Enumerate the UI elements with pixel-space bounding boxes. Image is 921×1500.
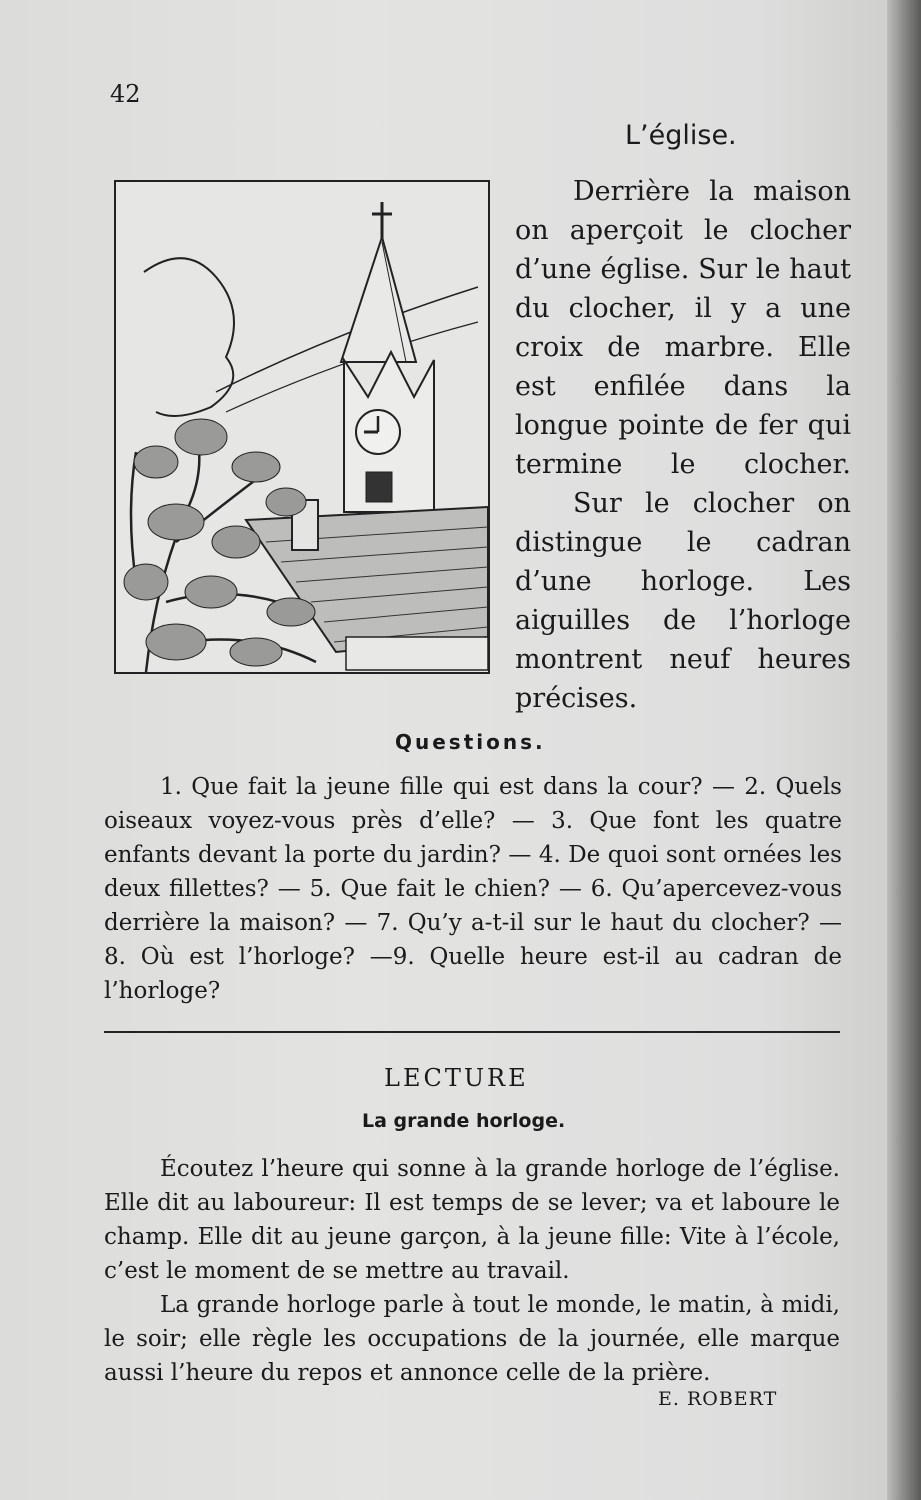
- intro-text: [515, 172, 851, 718]
- cloud: [144, 258, 234, 416]
- intro-paragraph-1: Derrière la maison on aperçoit le clocher d’une église. Sur le haut du clocher, il y a une croix de marbre. Elle est enfilée dans la longue pointe de fer qui termine le clocher.: [515, 176, 851, 480]
- section-divider: [104, 1031, 840, 1033]
- questions-text: 1. Que fait la jeune fille qui est dans la cour? — 2. Quels oiseaux voyez-vous près d’elle? — 3. Que font les quatre enfants devant la porte du jardin? — 4. De quoi sont ornées les deux fillettes? — 5. Que fait le chien? — 6. Qu’apercevez-vous derrière la maison? — 7. Qu’y a-t-il sur le haut du clocher? — 8. Où est l’horloge? —9. Quelle heure est-il au cadran de l’horloge?: [104, 774, 842, 1004]
- wall: [346, 637, 488, 670]
- page-title: L’église.: [625, 120, 737, 151]
- church-illustration: [114, 180, 490, 674]
- intro-paragraph-2: Sur le clocher on distingue le cadran d’une horloge. Les aiguilles de l’horloge montrent neuf heures précises.: [515, 488, 851, 714]
- lecture-heading: LECTURE: [384, 1064, 529, 1092]
- church-drawing: [116, 182, 488, 672]
- page-number: 42: [110, 80, 141, 108]
- lecture-paragraph-2: La grande horloge parle à tout le monde, le matin, à midi, le soir; elle règle les occupations de la journée, elle marque aussi l’heure du repos et annonce celle de la prière.: [104, 1292, 840, 1386]
- book-spine: [887, 0, 921, 1500]
- lecture-subtitle: La grande horloge.: [362, 1110, 566, 1132]
- lecture-paragraph-1: Écoutez l’heure qui sonne à la grande horloge de l’église. Elle dit au laboureur: Il est temps de se lever; va et laboure le champ. Elle dit au jeune garçon, à la jeune fille: Vite à l’école, c’est le moment de se mettre au travail.: [104, 1156, 840, 1284]
- lecture-text: [104, 1152, 840, 1390]
- author-signature: E. ROBERT: [658, 1388, 778, 1410]
- spire: [341, 237, 416, 362]
- questions-heading: Questions.: [395, 730, 546, 754]
- belfry-window: [366, 472, 392, 502]
